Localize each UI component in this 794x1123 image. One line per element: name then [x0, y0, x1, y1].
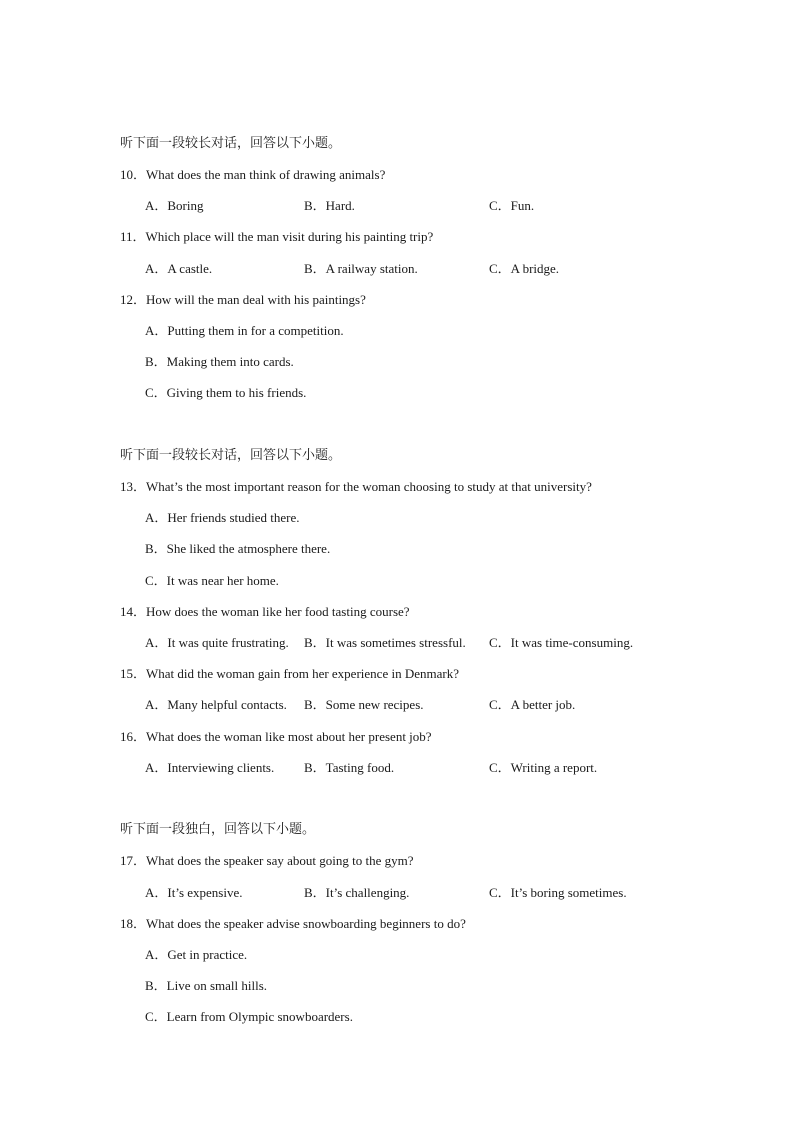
- option-b: B．Tasting food.: [304, 760, 395, 775]
- option-a: A．Putting them in for a competition.: [145, 323, 344, 338]
- question-12: 12．How will the man deal with his paintings?: [120, 292, 366, 307]
- section-instruction: 听下面一段独白，回答以下小题。: [120, 822, 316, 837]
- option-b: B．Live on small hills.: [145, 978, 268, 993]
- option-c: C．Fun.: [489, 198, 535, 213]
- section-instruction: 听下面一段较长对话，回答以下小题。: [120, 448, 342, 463]
- question-17: 17．What does the speaker say about going to the gym?: [120, 853, 414, 868]
- option-b: B．A railway station.: [304, 261, 418, 276]
- option-a: A．Interviewing clients.: [145, 760, 275, 775]
- option-b: B．It’s challenging.: [304, 885, 410, 900]
- option-c: C．Giving them to his friends.: [145, 385, 307, 400]
- option-a: A．It was quite frustrating.: [145, 635, 289, 650]
- option-c: C．It was time-consuming.: [489, 635, 634, 650]
- option-a: A．Many helpful contacts.: [145, 697, 287, 712]
- option-a: A．It’s expensive.: [145, 885, 243, 900]
- option-c: C．It was near her home.: [145, 573, 279, 588]
- option-b: B．Hard.: [304, 198, 355, 213]
- question-18: 18．What does the speaker advise snowboarding beginners to do?: [120, 916, 466, 931]
- option-c: C．It’s boring sometimes.: [489, 885, 627, 900]
- question-14: 14．How does the woman like her food tasting course?: [120, 604, 410, 619]
- option-a: A．Boring: [145, 198, 204, 213]
- option-b: B．Some new recipes.: [304, 697, 424, 712]
- question-11: 11．Which place will the man visit during his painting trip?: [120, 229, 434, 244]
- question-15: 15．What did the woman gain from her experience in Denmark?: [120, 666, 459, 681]
- section-instruction: 听下面一段较长对话，回答以下小题。: [120, 136, 342, 151]
- question-16: 16．What does the woman like most about her present job?: [120, 729, 432, 744]
- option-c: C．A bridge.: [489, 261, 560, 276]
- option-a: A．Get in practice.: [145, 947, 248, 962]
- option-c: C．Writing a report.: [489, 760, 598, 775]
- option-b: B．It was sometimes stressful.: [304, 635, 466, 650]
- option-c: C．Learn from Olympic snowboarders.: [145, 1009, 353, 1024]
- question-10: 10．What does the man think of drawing animals?: [120, 167, 386, 182]
- option-b: B．She liked the atmosphere there.: [145, 541, 331, 556]
- option-c: C．A better job.: [489, 697, 576, 712]
- option-a: A．A castle.: [145, 261, 213, 276]
- option-b: B．Making them into cards.: [145, 354, 294, 369]
- option-a: A．Her friends studied there.: [145, 510, 300, 525]
- question-13: 13．What’s the most important reason for the woman choosing to study at that university?: [120, 479, 592, 494]
